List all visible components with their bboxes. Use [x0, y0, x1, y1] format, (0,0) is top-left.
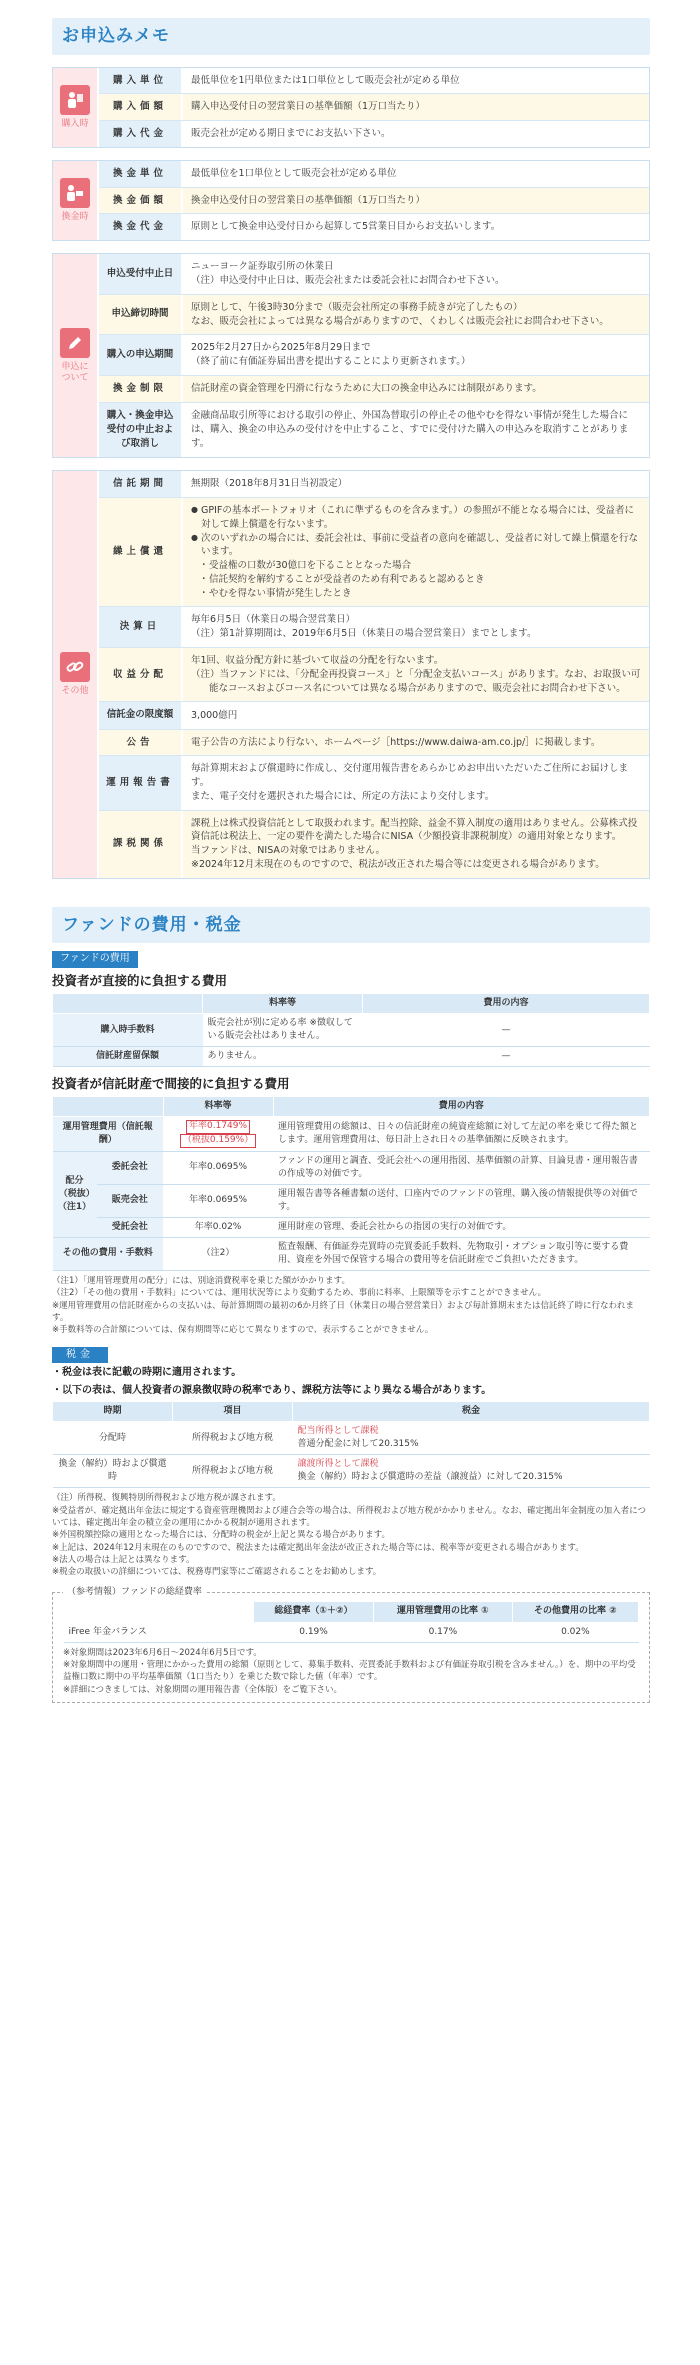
table-row: 分配時 所得税および地方税 配当所得として課税 普通分配金に対して20.315%	[53, 1422, 650, 1455]
purchase-side	[53, 68, 99, 147]
memo-title: お申込みメモ	[52, 18, 650, 55]
other-side	[53, 471, 99, 877]
tax-lead-2: ・以下の表は、個人投資者の源泉徴収時の税率であり、課税方法等により異なる場合があります。	[52, 1384, 492, 1396]
mgmt-rate-ex-tax: （税抜0.159%）	[180, 1134, 256, 1148]
trust-period-row: 信託期間 無期限（2018年8月31日当初設定）	[99, 471, 649, 498]
report-row: 運用報告書 毎計算期末および償還時に作成し、交付運用報告書をあらかじめお申出いただいたご住所にお届けします。 また、電子交付を選択された場合には、所定の方法により交付します。	[99, 756, 649, 810]
stop-date-row: 申込受付中止日 ニューヨーク証券取引所の休業日 （注）申込受付中止日は、販売会社または委託会社にお問合わせ下さい。	[99, 254, 649, 295]
redemption-price-row: 換金価額 換金申込受付日の翌営業日の基準価額（1万口当たり）	[99, 188, 649, 215]
settlement-row: 決算日 毎年6月5日（休業日の場合翌営業日） （注）第1計算期間は、2019年6月5日（休業日の場合翌営業日）までとします。	[99, 607, 649, 648]
limit-row: 換金制限 信託財産の資金管理を円滑に行なうために大口の換金申込みには制限があります。	[99, 376, 649, 403]
distribution-row: 収益分配 年1回、収益分配方針に基づいて収益の分配を行ないます。 （注）当ファンドには、「分配金再投資コース」と「分配金支払いコース」があります。なお、お取扱い可能なコースおよびコース名については異なる場合がありますので、販売会社にお問合わせ下さい。	[99, 648, 649, 702]
redemption-unit-row: 換金単位 最低単位を1口単位として販売会社が定める単位	[99, 161, 649, 188]
table-row: 配分（税抜）（注1） 委託会社 年率0.0695% ファンドの運用と調査、受託会社への運用指図、基準価額の計算、目論見書・運用報告書の作成等の対価です。	[53, 1151, 650, 1184]
purchase-block	[52, 67, 650, 148]
application-label-1: 申込に	[61, 361, 89, 372]
public-notice-row: 公告 電子公告の方法により行ない、ホームページ［https://www.daiwa-am.co.jp/］に掲載します。	[99, 730, 649, 757]
table-row: 販売会社 年率0.0695% 運用報告書等各種書類の送付、口座内でのファンドの管理、購入後の情報提供等の対価です。	[53, 1184, 650, 1217]
deadline-row: 申込締切時間 原則として、午後3時30分まで（販売会社所定の事務手続きが完了したもの） なお、販売会社によっては異なる場合がありますので、くわしくは販売会社にお問合わせ下さい。	[99, 295, 649, 336]
table-row: 信託財産留保額 ありません。 —	[53, 1047, 650, 1067]
link-icon	[60, 652, 90, 682]
application-side	[53, 254, 99, 457]
table-row: 換金（解約）時および償還時 所得税および地方税 譲渡所得として課税 換金（解約）時および償還時の差益（譲渡益）に対して20.315%	[53, 1455, 650, 1488]
tax-tag: 税金	[52, 1347, 108, 1364]
indirect-cost-table: 料率等 費用の内容 運用管理費用（信託報酬） 年率0.1749% （税抜0.159%） 運用管理費用の総額は、日々の信託財産の純資産総額に対して左記の率を乗じて得た額とします。運用管理費用は、毎日計上され日々の基準価額に反映されます。 配分（税抜）（注1） 委託会社 年率0.0695% ファンドの運用と調査、受託会社への運用指図、基準価額の計算、目論見書・運用報告書の作成等の対価です。 販売会社 年率0.0695% 運用報告書等各種書類の送付、口座内でのファンドの管理、購入後の情報提供等の対価です。 受託会社 年率0.02% 運用財産の管理、委託会社からの指図の実行の対価です。 その他の費用・手数料 （注2） 監査報酬、有価証券売買時の売買委託手数料、先物取引・オプション取引等に要する費用、資産を外国で保管する場合の費用等を信託財産でご負担いただきます。	[52, 1096, 650, 1271]
purchase-label: 購入時	[61, 118, 89, 129]
purchase-payment-row: 購入代金 販売会社が定める期日までにお支払い下さい。	[99, 121, 649, 147]
other-block	[52, 470, 650, 878]
early-redemption-row: 繰上償還 ● GPIFの基本ポートフォリオ（これに準ずるものを含みます。）の参照が不能となる場合には、受益者に対して繰上償還を行ないます。 ● 次のいずれかの場合には、委託会社は、事前に受益者の意向を確認し、受益者に対して繰上償還を行ないます。 ・ 受益権の口数が30億口を下ることとなった場合 ・ 信託契約を解約することが受益者のため有利であると認めるとき ・ やむを得ない事情が発生したとき	[99, 498, 649, 607]
reference-table: 総経費率（①＋②） 運用管理費用の比率 ① その他費用の比率 ② iFree 年金バランス 0.19% 0.17% 0.02%	[63, 1601, 639, 1642]
purchase-unit-row: 購入単位 最低単位を1円単位または1口単位として販売会社が定める単位	[99, 68, 649, 95]
table-row: その他の費用・手数料 （注2） 監査報酬、有価証券売買時の売買委託手数料、先物取引・オプション取引等に要する費用、資産を外国で保管する場合の費用等を信託財産でご負担いただきます。	[53, 1237, 650, 1270]
purchase-price-row: 購入価額 購入申込受付日の翌営業日の基準価額（1万口当たり）	[99, 94, 649, 121]
redemption-side	[53, 161, 99, 240]
reference-box	[52, 1587, 650, 1702]
table-row: 購入時手数料 販売会社が別に定める率 ※徴収している販売会社はありません。 —	[53, 1013, 650, 1046]
person-money-icon	[60, 178, 90, 208]
reference-notes: ※対象期間は2023年6月6日～2024年6月5日です。 ※対象期間中の運用・管理にかかった費用の総額（原則として、募集手数料、売買委託手数料および有価証券取引税を含みません。）を、期中の平均受益権口数に期中の平均基準価額（1口当たり）を乗じた数で除した値（年率）です。 ※詳細につきましては、対象期間の運用報告書（全体版）をご覧下さい。	[63, 1647, 636, 1695]
redemption-label: 換金時	[61, 211, 89, 222]
mgmt-rate: 年率0.1749%	[186, 1120, 250, 1134]
trust-limit-row: 信託金の限度額 3,000億円	[99, 702, 649, 729]
table-row: 運用管理費用（信託報酬） 年率0.1749% （税抜0.159%） 運用管理費用の総額は、日々の信託財産の純資産総額に対して左記の率を乗じて得た額とします。運用管理費用は、毎日計上され日々の基準価額に反映されます。	[53, 1117, 650, 1151]
redemption-payment-row: 換金代金 原則として換金申込受付日から起算して5営業日目からお支払いします。	[99, 214, 649, 240]
indirect-cost-title: 投資者が信託財産で間接的に負担する費用	[52, 1076, 290, 1092]
reference-title: （参考情報）ファンドの総経費率	[63, 1586, 206, 1599]
fee-notes: （注1）「運用管理費用の配分」には、別途消費税率を乗じた額がかかります。 （注2）「その他の費用・手数料」については、運用状況等により変動するため、事前に料率、上限額等を示すことができません。 ※運用管理費用の信託財産からの支払いは、毎計算期間の最初の6か月終了日（休業日の場合翌営業日）および毎計算期末または信託終了時に行なわれます。 ※手数料等の合計額については、保有期間等に応じて異なりますので、表示することができません。	[52, 1276, 635, 1336]
direct-cost-title: 投資者が直接的に負担する費用	[52, 972, 228, 988]
table-row: iFree 年金バランス 0.19% 0.17% 0.02%	[64, 1622, 639, 1642]
tax-lead-1: ・税金は表に記載の時期に適用されます。	[52, 1367, 242, 1379]
tax-notes: （注）所得税、復興特別所得税および地方税が課されます。 ※受益者が、確定拠出年金法に規定する資産管理機関および連合会等の場合は、所得税および地方税がかかりません。なお、確定拠出年金制度の加入者については、確定拠出年金の積立金の運用にかかる税制が適用されます。 ※外国税額控除の適用となった場合には、分配時の税金が上記と異なる場合があります。 ※上記は、2024年12月末現在のものですので、税法または確定拠出年金法が改正された場合等には、税率等が変更される場合があります。 ※法人の場合は上記とは異なります。 ※税金の取扱いの詳細については、税務専門家等にご確認されることをお勧めします。	[52, 1493, 646, 1578]
table-row: 受託会社 年率0.02% 運用財産の管理、委託会社からの指図の実行の対価です。	[53, 1217, 650, 1237]
redemption-block	[52, 160, 650, 241]
fees-title: ファンドの費用・税金	[52, 907, 650, 944]
tax-table: 時期 項目 税金 分配時 所得税および地方税 配当所得として課税 普通分配金に対して20.315% 換金（解約）時および償還時 所得税および地方税 譲渡所得として課税 換金（解約）時および償還時の差益（譲渡益）に対して20.315%	[52, 1401, 650, 1488]
fees-tag: ファンドの費用	[52, 951, 138, 968]
period-row: 購入の申込期間 2025年2月27日から2025年8月29日まで （終了前に有価証券届出書を提出することにより更新されます。）	[99, 335, 649, 376]
suspension-row: 購入・換金申込受付の中止および取消し 金融商品取引所等における取引の停止、外国為替取引の停止その他やむを得ない事情が発生した場合には、購入、換金の申込みの受付けを中止すること、すでに受付けた購入の申込みを取消すことがあります。	[99, 403, 649, 458]
pencil-icon	[60, 328, 90, 358]
application-block	[52, 253, 650, 458]
taxation-row: 課税関係 課税上は株式投資信託として取扱われます。配当控除、益金不算入制度の適用はありません。公募株式投資信託は税法上、一定の要件を満たした場合にNISA（少額投資非課税制度）の適用対象となります。 当ファンドは、NISAの対象ではありません。 ※2024年12月末現在のものですので、税法が改正された場合等には変更される場合があります。	[99, 811, 649, 878]
other-label: その他	[61, 685, 89, 696]
direct-cost-table: 料率等 費用の内容 購入時手数料 販売会社が別に定める率 ※徴収している販売会社はありません。 — 信託財産留保額 ありません。 —	[52, 993, 650, 1067]
cart-icon	[60, 85, 90, 115]
application-label-2: ついて	[61, 372, 89, 383]
